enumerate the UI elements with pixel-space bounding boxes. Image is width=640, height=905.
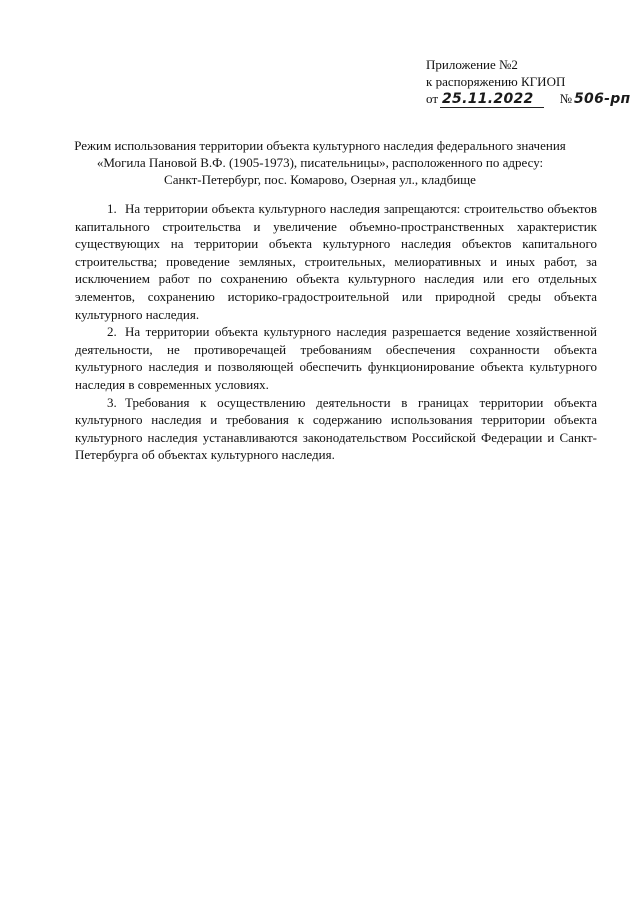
handwritten-date: 25.11.2022 (440, 92, 544, 108)
appendix-title: Приложение №2 (426, 57, 518, 72)
number-prefix: № (559, 91, 572, 106)
document-title (60, 137, 580, 188)
paragraph-text: Требования к осуществлению деятельности в границах территории объекта культурного наследия и требования к содержанию использования территории объекта культурного наследия устанавливаются законодательством Российской Федерации и Санкт-Петербурга об объектах культурного наследия. (75, 394, 597, 463)
paragraph-number: 3. (107, 394, 117, 410)
document-body (75, 200, 597, 464)
title-line-3: Санкт-Петербург, пос. Комарово, Озерная ул., кладбище (164, 172, 476, 187)
paragraph-1 (75, 200, 597, 323)
title-line-2: «Могила Пановой В.Ф. (1905-1973), писательницы», расположенного по адресу: (96, 155, 544, 170)
title-line-1: Режим использования территории объекта культурного наследия федерального значения (74, 138, 566, 153)
date-prefix: от (426, 91, 439, 106)
paragraph-number: 2. (107, 324, 117, 340)
paragraph-number: 1. (107, 201, 117, 216)
paragraph-3 (75, 394, 597, 464)
paragraph-text: На территории объекта культурного наследия разрешается ведение хозяйственной деятельности, не противоречащей требованиям обеспечения сохранности объекта культурного наследия и позволяющей обеспечить функционирование объекта культурного наследия в современных условиях. (75, 324, 597, 392)
paragraph-text: На территории объекта культурного наследия запрещаются: строительство объектов капитального строительства и увеличение объемно-пространственных характеристик существующих на территории объекта культурного наследия объектов капитального строительства; проведение земляных, строительных, мелиоративных и иных работ, за исключением работ по сохранению объекта культурного наследия или его отдельных элементов, сохранению историко-градостроительной или природной среды объекта культурного наследия. (75, 201, 597, 322)
handwritten-number: 506-рп (574, 91, 631, 107)
paragraph-2 (75, 323, 597, 393)
appendix-date-line (426, 90, 631, 108)
appendix-header (426, 56, 631, 108)
appendix-reference: к распоряжению КГИОП (426, 74, 566, 89)
